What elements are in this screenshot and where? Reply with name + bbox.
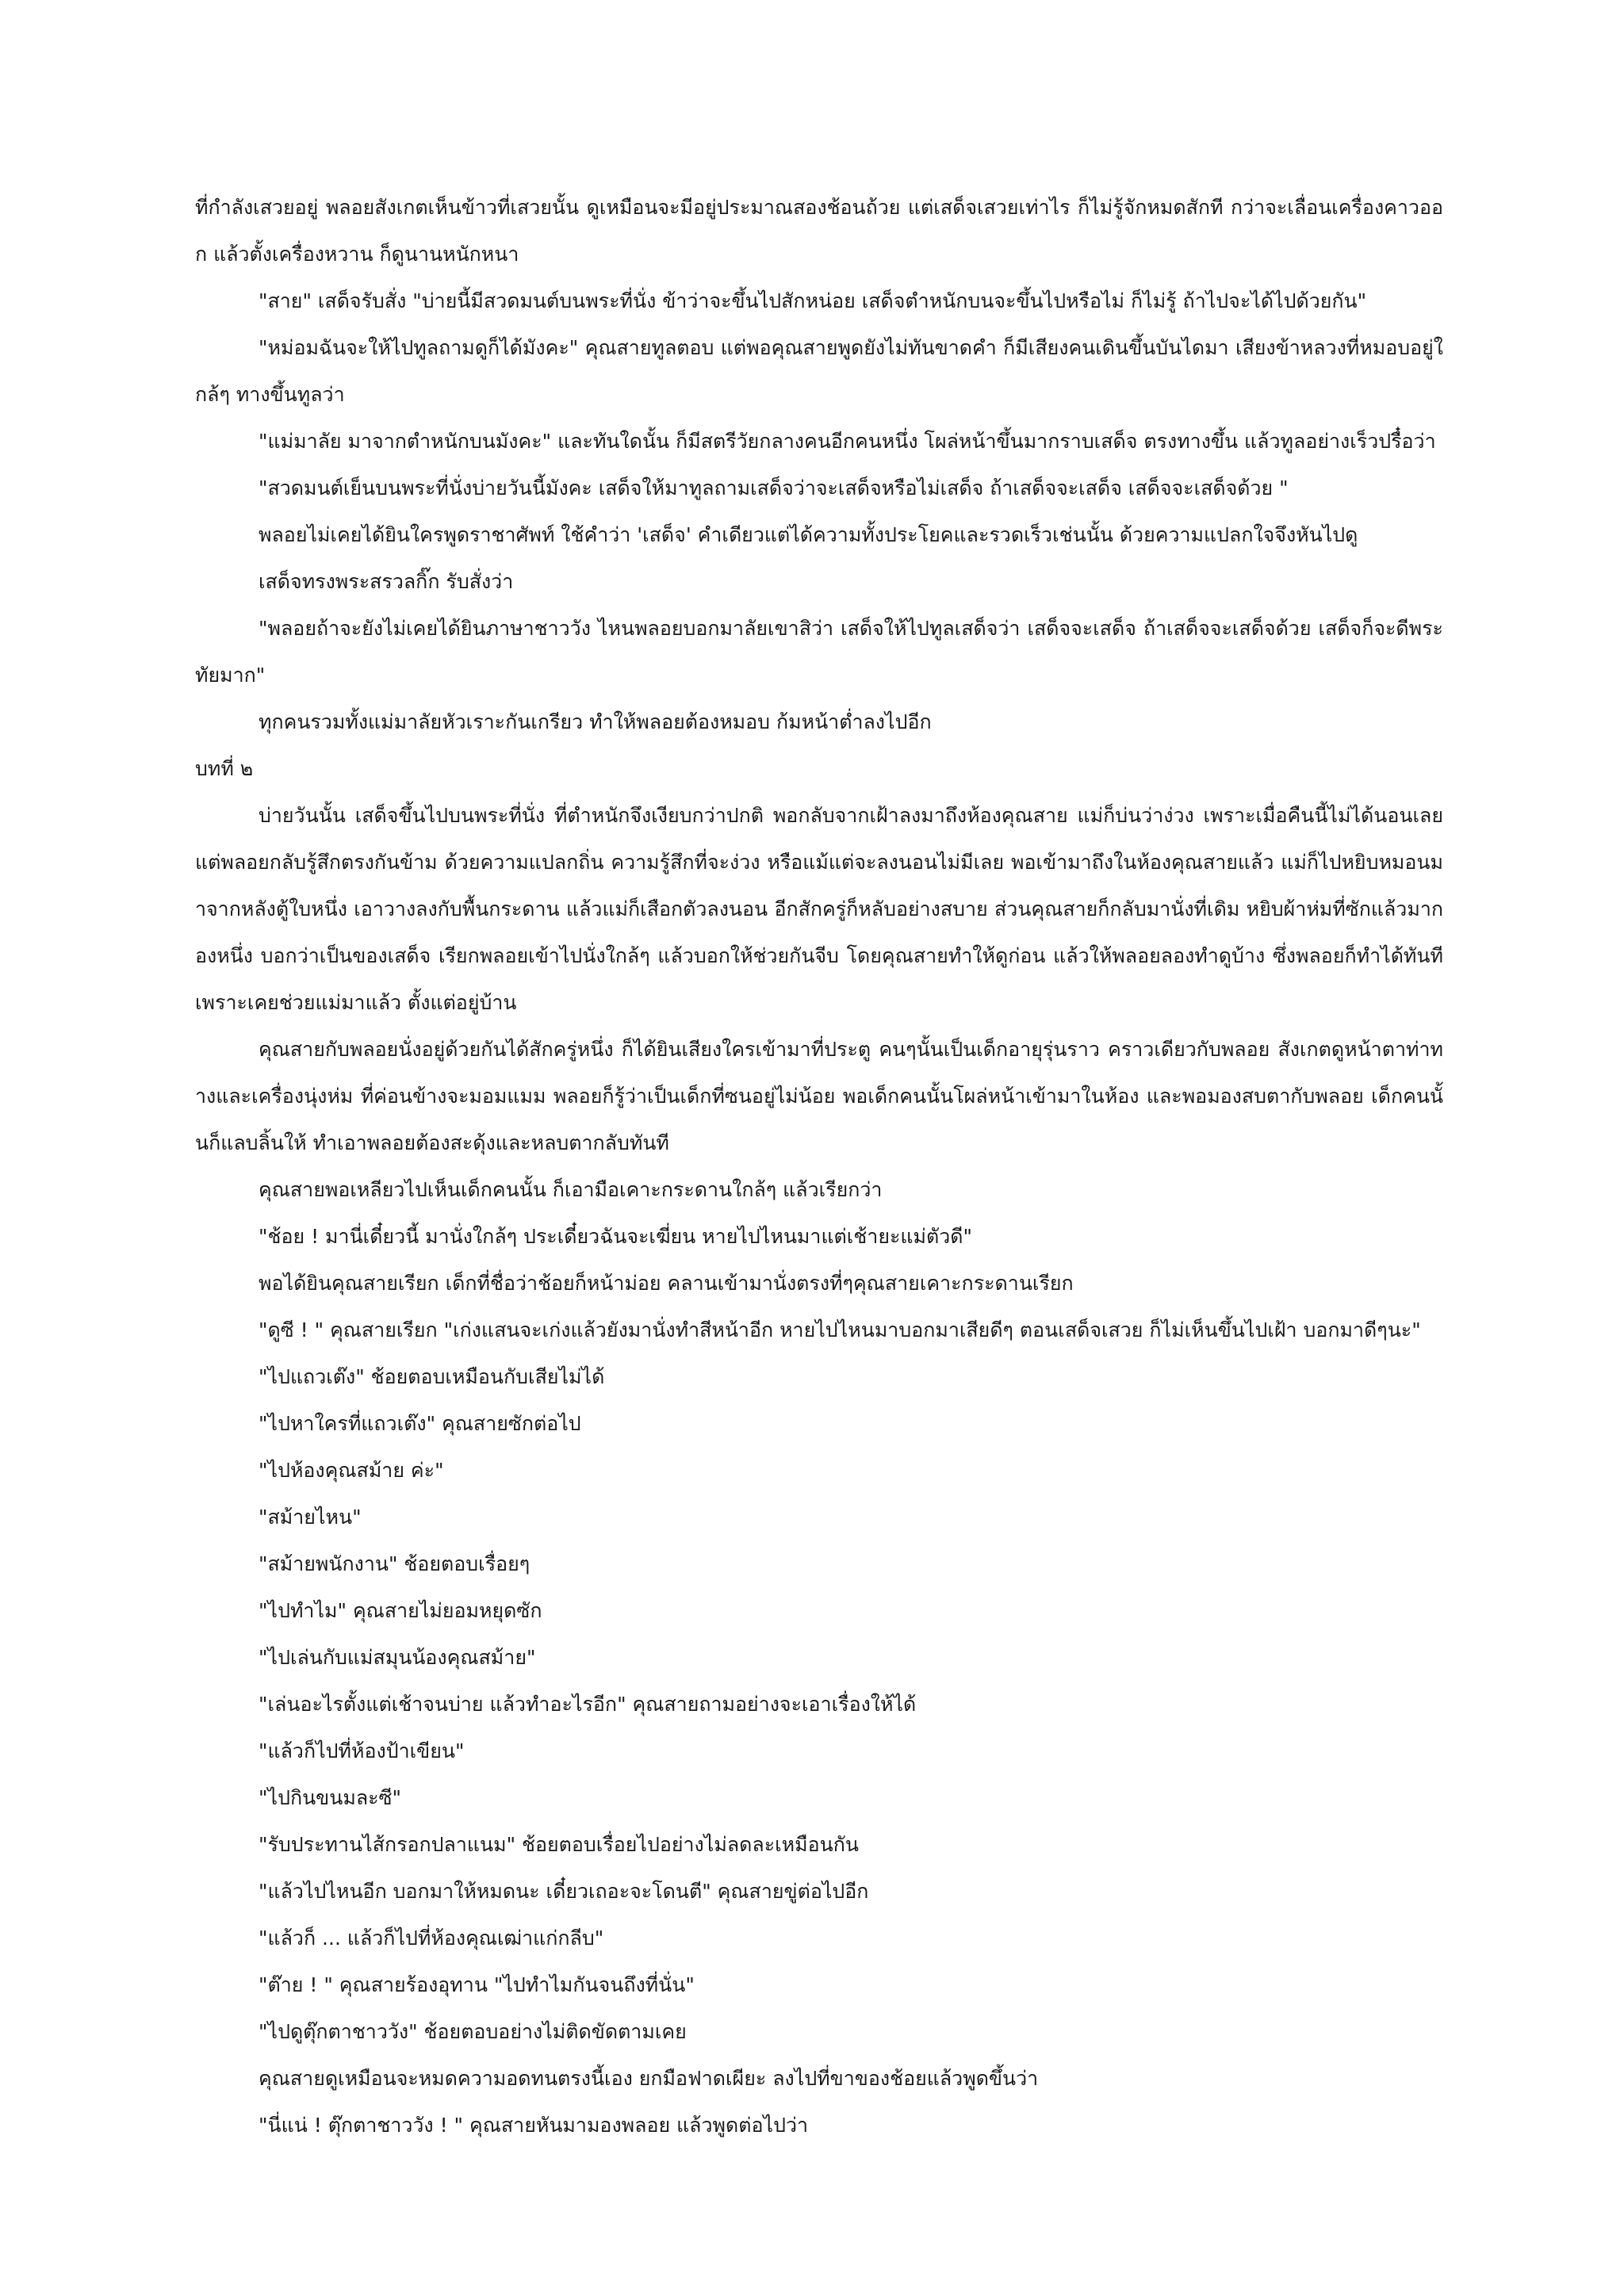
paragraph: "แล้วก็ ... แล้วก็ไปที่ห้องคุณเฒ่าแก่กลีบ" <box>259 1927 604 1950</box>
paragraph: "สม้ายไหน" <box>259 1506 362 1529</box>
paragraph: คุณสายพอเหลียวไปเห็นเด็กคนนั้น ก็เอามือเคาะกระดานใกล้ๆ แล้วเรียกว่า <box>259 1178 883 1201</box>
paragraph: "ไปห้องคุณสม้าย ค่ะ" <box>259 1459 444 1482</box>
paragraph: "แม่มาลัย มาจากตำหนักบนมังคะ" และทันใดนั้น ก็มีสตรีวัยกลางคนอีกคนหนึ่ง โผล่หน้าขึ้นมากราบเสด็จ ตรงทางขึ้น แล้วทูลอย่างเร็วปรื๋อว่า <box>259 430 1436 453</box>
text-section-1 <box>195 184 1443 745</box>
paragraph: พอได้ยินคุณสายเรียก เด็กที่ชื่อว่าช้อยก็หน้าม่อย คลานเข้ามานั่งตรงที่ๆคุณสายเคาะกระดานเรียก <box>259 1272 1074 1295</box>
paragraph: ทุกคนรวมทั้งแม่มาลัยหัวเราะกันเกรียว ทำให้พลอยต้องหมอบ ก้มหน้าต่ำลงไปอีก <box>259 710 932 733</box>
paragraph: "เล่นอะไรตั้งแต่เช้าจนบ่าย แล้วทำอะไรอีก" คุณสายถามอย่างจะเอาเรื่องให้ได้ <box>259 1693 917 1716</box>
paragraph: "แล้วไปไหนอีก บอกมาให้หมดนะ เดี๋ยวเถอะจะโดนตี" คุณสายขู่ต่อไปอีก <box>259 1880 869 1903</box>
paragraph: "นี่แน่ ! ตุ๊กตาชาววัง ! " คุณสายหันมามองพลอย แล้วพูดต่อไปว่า <box>259 2114 809 2137</box>
paragraph: "ดูซี ! " คุณสายเรียก "เก่งแสนจะเก่งแล้วยังมานั่งทำสีหน้าอีก หายไปไหนมาบอกมาเสียดีๆ ตอนเสด็จเสวย ก็ไม่เห็นขึ้นไปเฝ้า บอกมาดีๆนะ" <box>259 1318 1421 1341</box>
paragraph: "ช้อย ! มานี่เดี๋ยวนี้ มานั่งใกล้ๆ ประเดี๋ยวฉันจะเฆี่ยน หายไปไหนมาแต่เช้ายะแม่ตัวดี" <box>259 1225 973 1248</box>
paragraph: บ่ายวันนั้น เสด็จขึ้นไปบนพระที่นั่ง ที่ตำหนักจึงเงียบกว่าปกติ พอกลับจากเฝ้าลงมาถึงห้องคุณสาย แม่ก็บ่นว่าง่วง เพราะเมื่อคืนนี้ไม่ได้นอนเลย แต่พลอยกลับรู้สึกตรงกันข้าม ด้วยความแปลกถิ่น ความรู้สึกที่จะง่วง หรือแม้แต่จะลงนอนไม่มีเลย พอเข้ามาถึงในห้องคุณสายแล้ว แม่ก็ไปหยิบหมอนมาจากหลังตู้ใบหนึ่ง เอาวางลงกับพื้นกระดาน แล้วแม่ก็เสือกตัวลงนอน อีกสักครู่ก็หลับอย่างสบาย ส่วนคุณสายก็กลับมานั่งที่เดิม หยิบผ้าห่มที่ซักแล้วมากองหนึ่ง บอกว่าเป็นของเสด็จ เรียกพลอยเข้าไปนั่งใกล้ๆ แล้วบอกให้ช่วยกันจีบ โดยคุณสายทำให้ดูก่อน แล้วให้พลอยลองทำดูบ้าง ซึ่งพลอยก็ทำได้ทันที เพราะเคยช่วยแม่มาแล้ว ตั้งแต่อยู่บ้าน <box>195 804 1443 1014</box>
paragraph: คุณสายดูเหมือนจะหมดความอดทนตรงนี้เอง ยกมือฟาดเผียะ ลงไปที่ขาของช้อยแล้วพูดขึ้นว่า <box>259 2067 1039 2090</box>
chapter-heading: บทที่ ๒ <box>195 757 254 780</box>
paragraph: คุณสายกับพลอยนั่งอยู่ด้วยกันได้สักครู่หนึ่ง ก็ได้ยินเสียงใครเข้ามาที่ประตู คนๆนั้นเป็นเด็กอายุรุ่นราว คราวเดียวกับพลอย สังเกตดูหน้าตาท่าทางและเครื่องนุ่งห่ม ที่ค่อนข้างจะมอมแมม พลอยก็รู้ว่าเป็นเด็กที่ซนอยู่ไม่น้อย พอเด็กคนนั้นโผล่หน้าเข้ามาในห้อง และพอมองสบตากับพลอย เด็กคนนั้นก็แลบลิ้นให้ ทำเอาพลอยต้องสะดุ้งและหลบตากลับทันที <box>195 1038 1443 1154</box>
paragraph: "สวดมนต์เย็นบนพระที่นั่งบ่ายวันนี้มังคะ เสด็จให้มาทูลถามเสด็จว่าจะเสด็จหรือไม่เสด็จ ถ้าเสด็จจะเสด็จ เสด็จจะเสด็จด้วย " <box>259 476 1289 499</box>
paragraph: "ไปหาใครที่แถวเต๊ง" คุณสายซักต่อไป <box>259 1412 581 1435</box>
paragraph: "แล้วก็ไปที่ห้องป้าเขียน" <box>259 1739 465 1762</box>
paragraph: "สม้ายพนักงาน" ช้อยตอบเรื่อยๆ <box>259 1552 530 1575</box>
paragraph: "ต๊าย ! " คุณสายร้องอุทาน "ไปทำไมกันจนถึงที่นั่น" <box>259 1973 695 1996</box>
paragraph: "ไปเล่นกับแม่สมุนน้องคุณสม้าย" <box>259 1646 536 1669</box>
text-section-2 <box>195 792 1443 2149</box>
paragraph: "ไปทำไม" คุณสายไม่ยอมหยุดซัก <box>259 1599 542 1622</box>
paragraph: เสด็จทรงพระสรวลกิ๊ก รับสั่งว่า <box>259 570 514 593</box>
paragraph: ที่กำลังเสวยอยู่ พลอยสังเกตเห็นข้าวที่เสวยนั้น ดูเหมือนจะมีอยู่ประมาณสองช้อนถ้วย แต่เสด็จเสวยเท่าไร ก็ไม่รู้จักหมดสักที กว่าจะเลื่อนเครื่องคาวออก แล้วตั้งเครื่องหวาน ก็ดูนานหนักหนา <box>195 196 1443 266</box>
paragraph: พลอยไม่เคยได้ยินใครพูดราชาศัพท์ ใช้คำว่า 'เสด็จ' คำเดียวแต่ได้ความทั้งประโยคและรวดเร็วเช่นนั้น ด้วยความแปลกใจจึงหันไปดู <box>259 523 1358 546</box>
paragraph: "ไปแถวเต๊ง" ช้อยตอบเหมือนกับเสียไม่ได้ <box>259 1365 605 1388</box>
paragraph: "รับประทานไส้กรอกปลาแนม" ช้อยตอบเรื่อยไปอย่างไม่ลดละเหมือนกัน <box>259 1833 859 1856</box>
paragraph: "ไปดูตุ๊กตาชาววัง" ช้อยตอบอย่างไม่ติดขัดตามเคย <box>259 2020 687 2043</box>
paragraph: "ไปกินขนมละซี" <box>259 1786 402 1809</box>
document-page <box>195 184 1443 2149</box>
paragraph: "หม่อมฉันจะให้ไปทูลถามดูก็ได้มังคะ" คุณสายทูลตอบ แต่พอคุณสายพูดยังไม่ทันขาดคำ ก็มีเสียงคนเดินขึ้นบันไดมา เสียงข้าหลวงที่หมอบอยู่ใกล้ๆ ทางขึ้นทูลว่า <box>195 336 1443 406</box>
paragraph: "สาย" เสด็จรับสั่ง "บ่ายนี้มีสวดมนต์บนพระที่นั่ง ข้าว่าจะขึ้นไปสักหน่อย เสด็จตำหนักบนจะขึ้นไปหรือไม่ ก็ไม่รู้ ถ้าไปจะได้ไปด้วยกัน" <box>259 289 1367 312</box>
paragraph: "พลอยถ้าจะยังไม่เคยได้ยินภาษาชาววัง ไหนพลอยบอกมาลัยเขาสิว่า เสด็จให้ไปทูลเสด็จว่า เสด็จจะเสด็จ ถ้าเสด็จจะเสด็จด้วย เสด็จก็จะดีพระทัยมาก" <box>195 617 1443 687</box>
